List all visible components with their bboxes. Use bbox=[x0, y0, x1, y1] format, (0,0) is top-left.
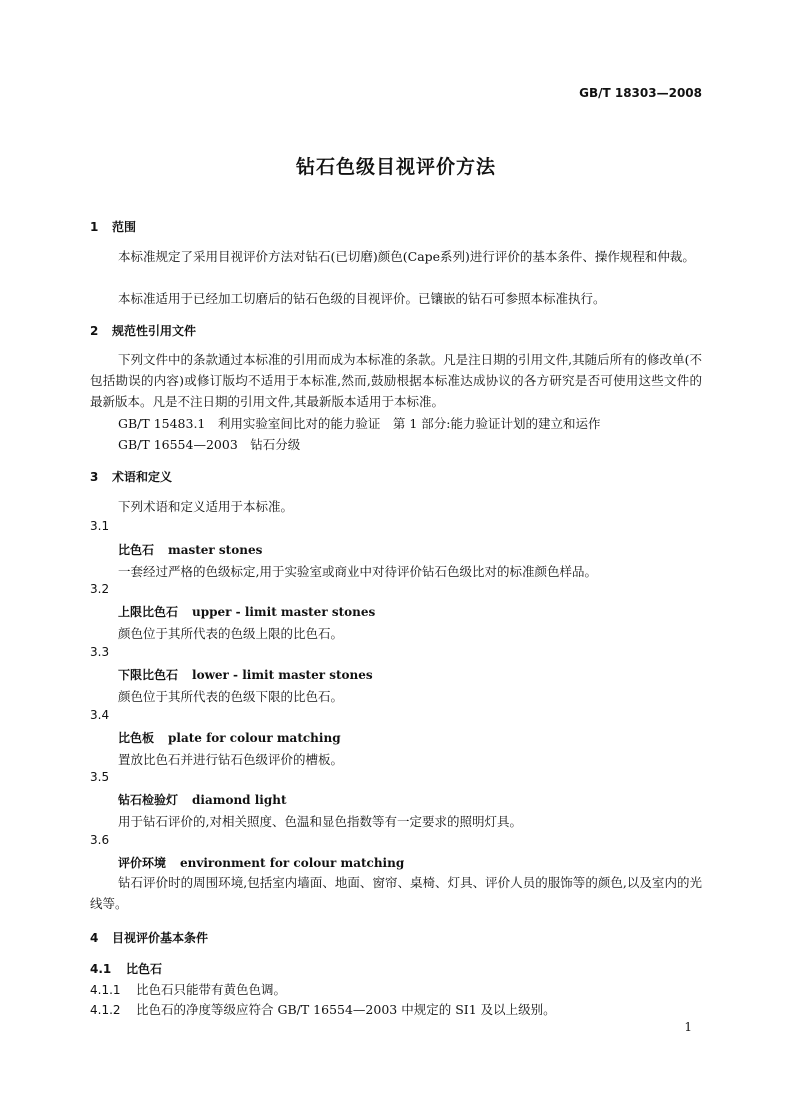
section-heading-1: 1 范围 bbox=[90, 220, 137, 234]
reference-item: GB/T 15483.1 利用实验室间比对的能力验证 第 1 部分:能力验证计划的建立和运作 bbox=[118, 416, 601, 431]
clause: 4.1.2 比色石的净度等级应符合 GB/T 16554—2003 中规定的 SI1 及以上级别。 bbox=[90, 1002, 556, 1017]
term-number: 3.6 bbox=[90, 833, 110, 847]
paragraph: 下列文件中的条款通过本标准的引用而成为本标准的条款。凡是注日期的引用文件,其随后所有的修改单(不包括勘误的内容)或修订版均不适用于本标准,然而,鼓励根据本标准达成协议的各方研究是否可使用这些文件的最新版本。凡是不注日期的引用文件,其最新版本适用于本标准。 bbox=[90, 352, 702, 409]
term-title: 比色板 plate for colour matching bbox=[118, 731, 341, 745]
term-definition: 钻石评价时的周围环境,包括室内墙面、地面、窗帘、桌椅、灯具、评价人员的服饰等的颜色,以及室内的光线等。 bbox=[90, 875, 702, 911]
term-title: 下限比色石 lower - limit master stones bbox=[118, 668, 373, 682]
term-title: 评价环境 environment for colour matching bbox=[118, 856, 405, 870]
term-number: 3.1 bbox=[90, 519, 110, 533]
page-number: 1 bbox=[684, 1020, 692, 1034]
section-heading-4: 4 目视评价基本条件 bbox=[90, 931, 209, 945]
paragraph: 本标准适用于已经加工切磨后的钻石色级的目视评价。已镶嵌的钻石可参照本标准执行。 bbox=[118, 291, 606, 306]
section-heading-3: 3 术语和定义 bbox=[90, 470, 173, 484]
term-definition: 一套经过严格的色级标定,用于实验室或商业中对待评价钻石色级比对的标准颜色样品。 bbox=[118, 564, 597, 579]
term-title: 上限比色石 upper - limit master stones bbox=[118, 605, 376, 619]
standard-number: GB/T 18303—2008 bbox=[579, 86, 702, 100]
page-title: 钻石色级目视评价方法 bbox=[295, 156, 496, 178]
term-number: 3.4 bbox=[90, 708, 110, 722]
term-definition: 颜色位于其所代表的色级上限的比色石。 bbox=[118, 626, 344, 641]
term-number: 3.2 bbox=[90, 582, 110, 596]
term-number: 3.3 bbox=[90, 645, 110, 659]
reference-item: GB/T 16554—2003 钻石分级 bbox=[118, 437, 301, 452]
term-title: 钻石检验灯 diamond light bbox=[118, 793, 287, 807]
subsection-heading: 4.1 比色石 bbox=[90, 962, 163, 976]
paragraph: 本标准规定了采用目视评价方法对钻石(已切磨)颜色(Cape系列)进行评价的基本条件、操作规程和仲裁。 bbox=[118, 249, 695, 264]
clause: 4.1.1 比色石只能带有黄色色调。 bbox=[90, 982, 287, 997]
term-definition: 置放比色石并进行钻石色级评价的槽板。 bbox=[118, 752, 344, 767]
paragraph: 下列术语和定义适用于本标准。 bbox=[118, 499, 294, 514]
term-title: 比色石 master stones bbox=[118, 543, 263, 557]
term-definition: 用于钻石评价的,对相关照度、色温和显色指数等有一定要求的照明灯具。 bbox=[118, 814, 522, 829]
term-definition: 颜色位于其所代表的色级下限的比色石。 bbox=[118, 689, 344, 704]
section-heading-2: 2 规范性引用文件 bbox=[90, 324, 197, 338]
term-number: 3.5 bbox=[90, 770, 110, 784]
